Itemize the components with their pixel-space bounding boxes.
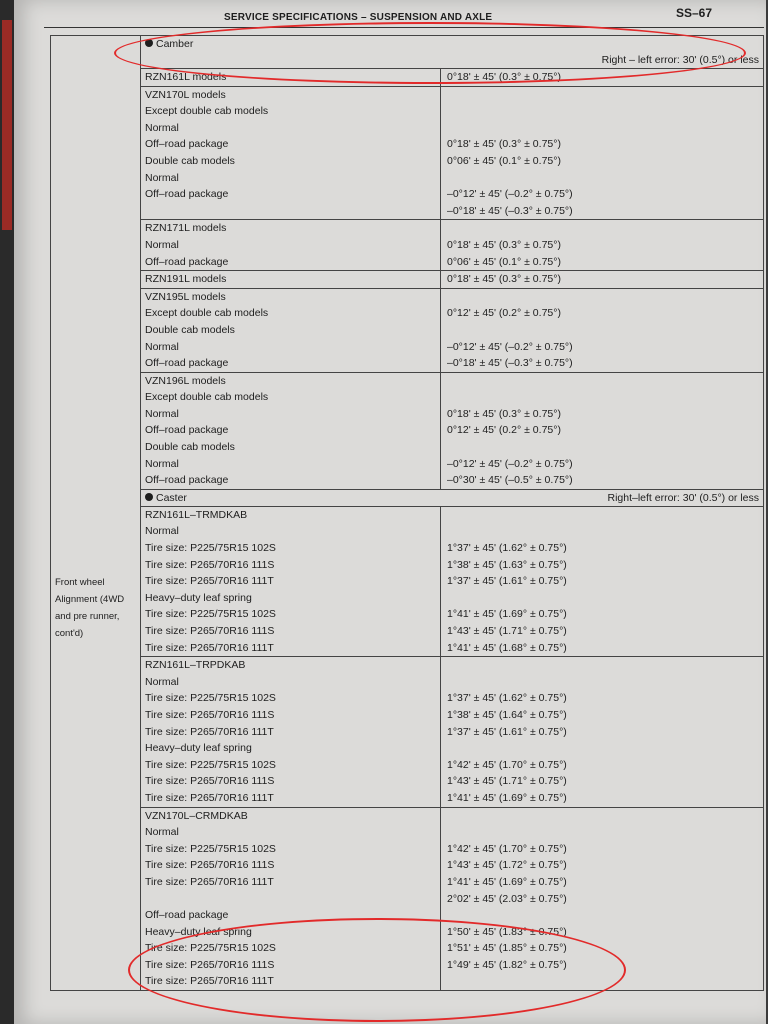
group-label-cell [51, 36, 141, 991]
spec-label: Tire size: P265/70R16 111S [145, 958, 275, 971]
spec-value [441, 289, 763, 306]
spec-label: Off–road package [145, 357, 229, 370]
spec-label: Double cab models [145, 323, 235, 336]
header-divider [44, 27, 764, 28]
spec-label: Tire size: P265/70R16 111S [145, 775, 275, 788]
spec-label: Except double cab models [145, 105, 269, 118]
spec-value [441, 590, 763, 607]
spec-label: Tire size: P225/75R15 102S [145, 542, 276, 555]
camber-error-note: Right – left error: 30' (0.5°) or less [601, 54, 759, 66]
spec-label: Normal [145, 525, 179, 538]
spec-value: 0°12' ± 45' (0.2° ± 0.75°) [447, 307, 561, 320]
spec-value: 0°18' ± 45' (0.3° ± 0.75°) [447, 238, 561, 251]
camber-title: Camber [156, 38, 194, 50]
spec-value: 0°18' ± 45' (0.3° ± 0.75°) [447, 273, 561, 286]
spec-label: Tire size: P225/75R15 102S [145, 692, 276, 705]
spec-value: –0°18' ± 45' (–0.3° ± 0.75°) [447, 357, 573, 370]
spec-label: Tire size: P265/70R16 111T [145, 641, 274, 654]
camber-block-row [51, 220, 764, 271]
caster-value-cell [441, 506, 764, 656]
camber-block-row [51, 372, 764, 489]
camber-model-cell [141, 69, 441, 87]
spec-label: Off–road package [145, 138, 229, 151]
spec-value: –0°30' ± 45' (–0.5° ± 0.75°) [447, 474, 573, 487]
camber-header-cell [141, 36, 764, 69]
bullet-icon [145, 493, 153, 501]
spec-value: 0°06' ± 45' (0.1° ± 0.75°) [447, 154, 561, 167]
caster-block-row [51, 506, 764, 656]
spec-label: Tire size: P265/70R16 111T [145, 975, 274, 988]
spec-label: Normal [145, 238, 179, 251]
spec-value [441, 973, 763, 990]
spec-value: 1°41' ± 45' (1.69° ± 0.75°) [447, 791, 567, 804]
spec-value: 1°37' ± 45' (1.62° ± 0.75°) [447, 542, 567, 555]
spec-value: 2°02' ± 45' (2.03° ± 0.75°) [447, 892, 567, 905]
spec-value: 0°18' ± 45' (0.3° ± 0.75°) [447, 71, 561, 83]
spec-value: 1°50' ± 45' (1.83° ± 0.75°) [447, 925, 567, 938]
spec-label: Normal [145, 826, 179, 839]
spec-label: Double cab models [145, 441, 235, 454]
spec-value [441, 439, 763, 456]
spec-value [441, 523, 763, 540]
spec-value [441, 657, 763, 674]
caster-title: Caster [156, 491, 187, 504]
model-name [141, 891, 440, 908]
caster-model-cell [141, 506, 441, 656]
model-name: RZN161L–TRPDKAB [145, 659, 246, 672]
spec-label: Off–road package [145, 255, 229, 268]
model-name: VZN196L models [145, 374, 226, 387]
spec-value [441, 674, 763, 691]
camber-value-cell [441, 86, 764, 220]
camber-model-cell [141, 288, 441, 372]
spec-label: Tire size: P265/70R16 111S [145, 625, 275, 637]
group-label: Front wheel Alignment (4WD and pre runner, cont'd) [55, 577, 125, 640]
caster-value-cell [441, 807, 764, 991]
spec-value [441, 322, 763, 339]
model-name: RZN191L models [145, 273, 227, 286]
bullet-icon [145, 39, 153, 47]
camber-value-cell [441, 288, 764, 372]
spec-table [50, 35, 764, 991]
camber-block-row [51, 86, 764, 220]
caster-block-row [51, 657, 764, 807]
spec-label: Normal [145, 675, 179, 688]
camber-model-cell [141, 271, 441, 289]
spec-value [441, 907, 763, 924]
spec-label: Heavy–duty leaf spring [145, 925, 252, 938]
spec-value [441, 373, 763, 390]
model-name: RZN171L models [145, 222, 227, 235]
spec-value [441, 389, 763, 406]
spec-value: 1°37' ± 45' (1.62° ± 0.75°) [447, 692, 567, 705]
spec-value: 1°37' ± 45' (1.61° ± 0.75°) [447, 575, 567, 588]
spec-value [441, 170, 763, 187]
spec-value [441, 120, 763, 137]
spec-value: 0°18' ± 45' (0.3° ± 0.75°) [447, 138, 561, 151]
manual-page [14, 0, 766, 1024]
caster-error-note: Right–left error: 30' (0.5°) or less [607, 491, 759, 504]
camber-value-cell [441, 372, 764, 489]
caster-value-cell [441, 657, 764, 807]
camber-block-row [51, 69, 764, 87]
spec-value: –0°18' ± 45' (–0.3° ± 0.75°) [447, 204, 573, 217]
spec-value: 1°43' ± 45' (1.71° ± 0.75°) [447, 775, 567, 788]
spec-value: 1°51' ± 45' (1.85° ± 0.75°) [447, 942, 567, 955]
spec-label: Tire size: P225/75R15 102S [145, 758, 276, 771]
spec-label: Tire size: P265/70R16 111T [145, 725, 274, 738]
spec-value: 1°38' ± 45' (1.64° ± 0.75°) [447, 708, 567, 721]
spec-label: Tire size: P265/70R16 111S [145, 708, 275, 721]
spec-label: Tire size: P225/75R15 102S [145, 942, 276, 955]
spec-label: Off–road package [145, 188, 229, 201]
camber-model-cell [141, 372, 441, 489]
spec-label: Off–road package [145, 424, 229, 437]
spec-value: 1°41' ± 45' (1.69° ± 0.75°) [447, 608, 567, 621]
camber-model-cell [141, 220, 441, 271]
caster-header-row [51, 489, 764, 506]
spec-label: Except double cab models [145, 307, 269, 320]
camber-value-cell [441, 220, 764, 271]
spec-value: 1°43' ± 45' (1.72° ± 0.75°) [447, 859, 567, 872]
camber-value-cell [441, 69, 764, 87]
spec-value: 1°42' ± 45' (1.70° ± 0.75°) [447, 758, 567, 771]
spec-value: 1°41' ± 45' (1.69° ± 0.75°) [447, 875, 567, 888]
model-name [141, 203, 440, 220]
spec-table-body [51, 36, 764, 991]
spec-label: Heavy–duty leaf spring [145, 742, 252, 755]
spec-label: Normal [145, 407, 179, 420]
spec-label: Tire size: P225/75R15 102S [145, 608, 276, 621]
spec-value: 0°06' ± 45' (0.1° ± 0.75°) [447, 255, 561, 268]
spec-label: Except double cab models [145, 391, 269, 404]
model-name: RZN161L–TRMDKAB [145, 508, 248, 521]
spec-value: –0°12' ± 45' (–0.2° ± 0.75°) [447, 457, 573, 470]
spec-value: –0°12' ± 45' (–0.2° ± 0.75°) [447, 340, 573, 353]
caster-block-row [51, 807, 764, 991]
caster-model-cell [141, 807, 441, 991]
spec-label: Normal [145, 457, 179, 470]
spec-value [441, 220, 763, 237]
spec-label: Tire size: P265/70R16 111S [145, 558, 275, 571]
caster-model-cell [141, 657, 441, 807]
camber-value-cell [441, 271, 764, 289]
spec-label: Off–road package [145, 909, 229, 922]
binder-edge [0, 0, 14, 1024]
spec-value: 1°37' ± 45' (1.61° ± 0.75°) [447, 725, 567, 738]
caster-header-cell [141, 489, 764, 506]
spec-label: Normal [145, 340, 179, 353]
spec-value: 0°18' ± 45' (0.3° ± 0.75°) [447, 407, 561, 420]
spec-value [441, 507, 763, 524]
page-header-title: SERVICE SPECIFICATIONS – SUSPENSION AND AXLE [224, 12, 493, 23]
model-name: VZN195L models [145, 290, 226, 303]
spec-value: 1°49' ± 45' (1.82° ± 0.75°) [447, 958, 567, 971]
spec-label: Double cab models [145, 154, 235, 167]
spec-label: Tire size: P225/75R15 102S [145, 842, 276, 855]
spec-value: 1°42' ± 45' (1.70° ± 0.75°) [447, 842, 567, 855]
spec-label: Tire size: P265/70R16 111S [145, 859, 275, 872]
spec-label: Heavy–duty leaf spring [145, 591, 252, 604]
spec-label: Normal [145, 171, 179, 184]
spec-value: 1°38' ± 45' (1.63° ± 0.75°) [447, 558, 567, 571]
camber-model-cell [141, 86, 441, 220]
model-name: RZN161L models [145, 71, 227, 83]
spec-value [441, 808, 763, 825]
model-name: VZN170L models [145, 88, 226, 101]
spec-label: Tire size: P265/70R16 111T [145, 875, 274, 888]
spec-value: 1°41' ± 45' (1.68° ± 0.75°) [447, 641, 567, 654]
spec-value [441, 103, 763, 120]
spec-label: Normal [145, 121, 179, 134]
spec-value [441, 87, 763, 104]
spec-value: –0°12' ± 45' (–0.2° ± 0.75°) [447, 188, 573, 201]
model-name: VZN170L–CRMDKAB [145, 809, 248, 822]
spec-label: Off–road package [145, 474, 229, 487]
page-number: SS–67 [676, 6, 713, 20]
spec-label: Tire size: P265/70R16 111T [145, 791, 274, 804]
spec-value [441, 740, 763, 757]
camber-block-row [51, 271, 764, 289]
spec-value: 0°12' ± 45' (0.2° ± 0.75°) [447, 424, 561, 437]
camber-block-row [51, 288, 764, 372]
spec-label: Tire size: P265/70R16 111T [145, 575, 274, 588]
camber-header-row [51, 36, 764, 69]
spec-value [441, 824, 763, 841]
spec-value: 1°43' ± 45' (1.71° ± 0.75°) [447, 625, 567, 637]
